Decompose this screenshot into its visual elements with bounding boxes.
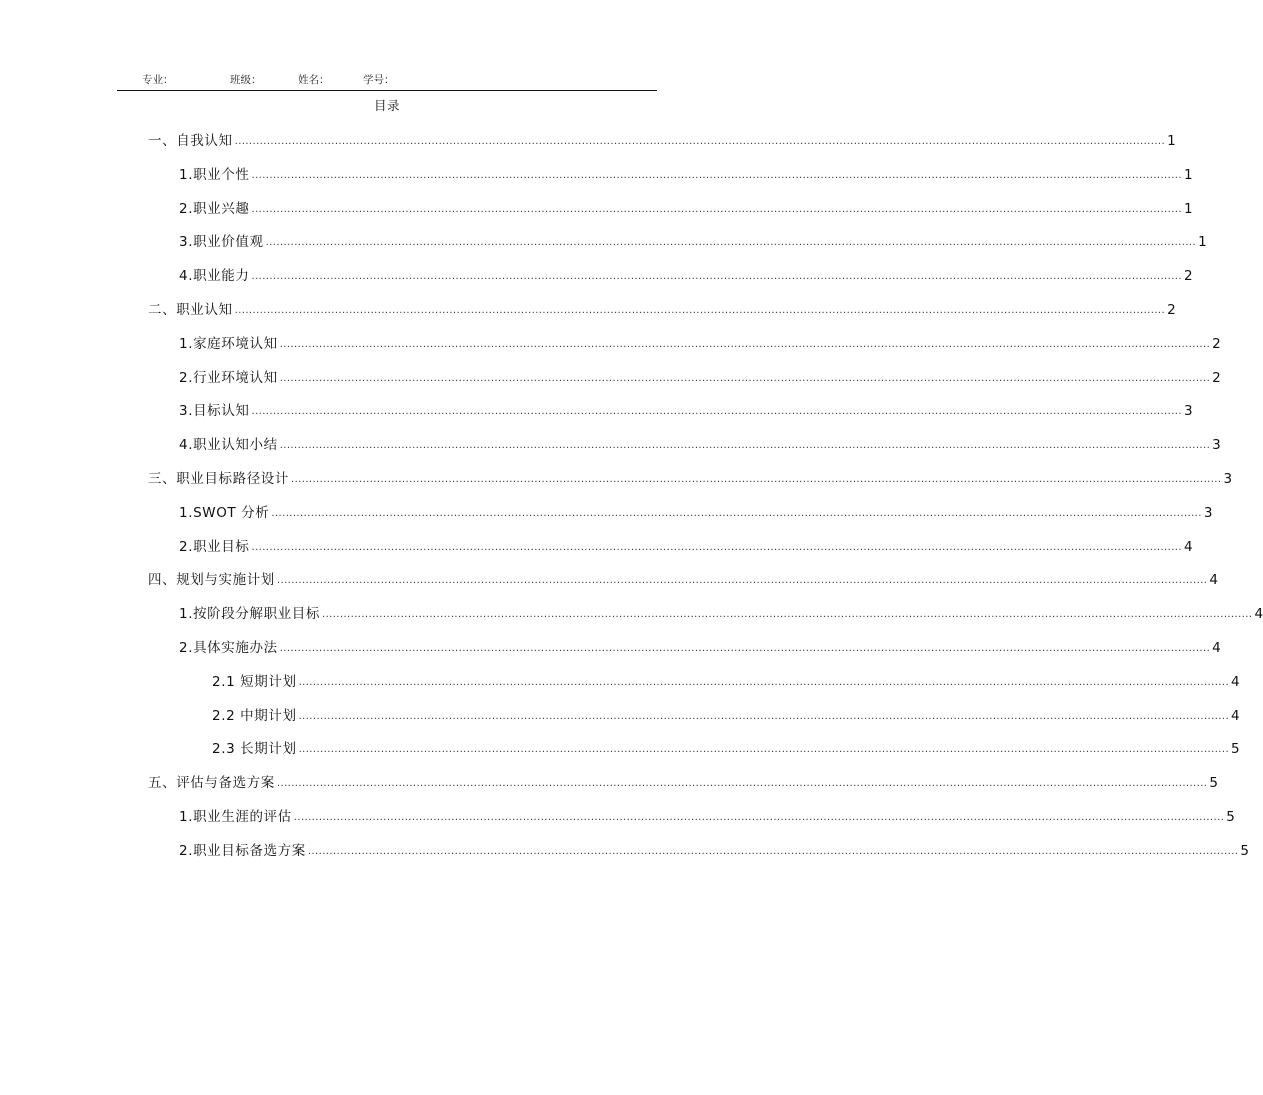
toc-entry[interactable] <box>179 628 1221 658</box>
toc-leader-dots: .................................................................................................................................................................................................................................................................... <box>321 609 1253 621</box>
toc-leader-dots: .................................................................................................................................................................................................................................................................... <box>251 406 1182 418</box>
toc-leader-dots: .................................................................................................................................................................................................................................................................... <box>279 338 1211 350</box>
toc-entry-page-number: 1 <box>1183 166 1193 183</box>
toc-title: 目录 <box>373 98 400 113</box>
toc-entry[interactable] <box>179 527 1193 557</box>
toc-entry[interactable] <box>179 189 1193 219</box>
toc-entry[interactable] <box>148 290 1176 320</box>
toc-leader-dots: .................................................................................................................................................................................................................................................................... <box>279 372 1211 384</box>
toc-entry-page-number: 5 <box>1226 809 1235 825</box>
toc-entry-page-number: 1 <box>1183 200 1193 217</box>
toc-entry-label: 3.职业价值观 <box>179 234 264 251</box>
toc-entry-label: 2.职业目标备选方案 <box>179 842 306 859</box>
toc-leader-dots: .................................................................................................................................................................................................................................................................... <box>234 305 1166 316</box>
header-student-id: 学号： <box>363 74 395 86</box>
toc-entry-label: 三、职业目标路径设计 <box>148 471 289 487</box>
toc-entry-page-number: 3 <box>1223 471 1233 487</box>
toc-entry-label: 1.家庭环境认知 <box>179 335 278 352</box>
toc-leader-dots: .................................................................................................................................................................................................................................................................... <box>251 203 1182 215</box>
toc-leader-dots: .................................................................................................................................................................................................................................................................... <box>276 778 1208 790</box>
toc-entry-page-number: 5 <box>1209 775 1218 792</box>
toc-entry-page-number: 3 <box>1212 437 1221 454</box>
toc-leader-dots: .................................................................................................................................................................................................................................................................... <box>251 541 1182 553</box>
toc-entry-label: 1.职业个性 <box>179 166 250 183</box>
toc-entry-label: 2.职业目标 <box>179 538 250 555</box>
toc-entry-page-number: 4 <box>1183 538 1193 555</box>
toc-entry-label: 五、评估与备选方案 <box>148 775 275 792</box>
toc-entry-page-number: 3 <box>1203 504 1213 521</box>
toc-entry-label: 4.职业认知小结 <box>179 437 278 454</box>
toc-entry-page-number: 5 <box>1231 741 1240 758</box>
toc-entry-page-number: 2 <box>1167 302 1176 318</box>
toc-entry-page-number: 3 <box>1183 403 1193 420</box>
toc-entry-label: 四、规划与实施计划 <box>148 572 275 589</box>
toc-entry[interactable] <box>148 560 1218 590</box>
toc-entry-label: 1.按阶段分解职业目标 <box>179 606 320 623</box>
toc-leader-dots: .................................................................................................................................................................................................................................................................... <box>298 710 1230 722</box>
toc-entry-page-number: 4 <box>1231 707 1240 724</box>
toc-entry-label: 1.SWOT 分析 <box>179 504 270 521</box>
toc-entry[interactable] <box>148 459 1233 489</box>
toc-entry[interactable] <box>179 358 1221 388</box>
toc-leader-dots: .................................................................................................................................................................................................................................................................... <box>293 812 1225 823</box>
toc-leader-dots: .................................................................................................................................................................................................................................................................... <box>279 643 1211 654</box>
toc-entry[interactable] <box>179 831 1249 861</box>
toc-entry-page-number: 4 <box>1231 673 1240 690</box>
toc-leader-dots: .................................................................................................................................................................................................................................................................... <box>279 440 1211 452</box>
toc-entry-label: 4.职业能力 <box>179 268 250 285</box>
toc-leader-dots: .................................................................................................................................................................................................................................................................... <box>298 744 1230 756</box>
toc-entry[interactable] <box>179 155 1193 185</box>
toc-entry-page-number: 5 <box>1240 842 1249 859</box>
toc-entry-page-number: 4 <box>1254 606 1263 623</box>
header-name: 姓名： <box>298 74 330 86</box>
toc-entry-page-number: 2 <box>1212 335 1221 352</box>
toc-entry[interactable] <box>179 425 1221 455</box>
toc-entry[interactable] <box>179 391 1193 421</box>
toc-entry[interactable] <box>179 324 1221 354</box>
toc-entry-label: 2.3 长期计划 <box>212 741 297 758</box>
toc-entry-page-number: 2 <box>1212 369 1221 386</box>
toc-leader-dots: .................................................................................................................................................................................................................................................................... <box>271 507 1202 519</box>
toc-entry[interactable] <box>179 222 1207 252</box>
toc-leader-dots: .................................................................................................................................................................................................................................................................... <box>251 271 1182 283</box>
toc-leader-dots: .................................................................................................................................................................................................................................................................... <box>298 676 1230 688</box>
toc-entry-label: 2.1 短期计划 <box>212 673 297 690</box>
toc-entry-page-number: 4 <box>1212 640 1221 656</box>
toc-leader-dots: .................................................................................................................................................................................................................................................................... <box>276 575 1208 587</box>
toc-entry-label: 2.行业环境认知 <box>179 369 278 386</box>
toc-entry[interactable] <box>179 256 1193 286</box>
header-rule <box>117 90 657 91</box>
toc-leader-dots: .................................................................................................................................................................................................................................................................... <box>251 169 1182 181</box>
toc-entry-page-number: 1 <box>1198 234 1207 251</box>
toc-entry-label: 2.具体实施办法 <box>179 640 278 656</box>
toc-entry-label: 2.职业兴趣 <box>179 200 250 217</box>
toc-entry[interactable] <box>212 696 1240 726</box>
toc-entry[interactable] <box>212 662 1240 692</box>
toc-leader-dots: .................................................................................................................................................................................................................................................................... <box>234 136 1166 147</box>
toc-entry-page-number: 4 <box>1209 572 1218 589</box>
toc-leader-dots: .................................................................................................................................................................................................................................................................... <box>291 474 1222 485</box>
header-major: 专业： <box>142 74 174 86</box>
toc-entry-page-number: 1 <box>1167 133 1176 149</box>
toc-entry-label: 3.目标认知 <box>179 403 250 420</box>
header-class: 班级： <box>230 74 262 86</box>
toc-entry-page-number: 2 <box>1183 268 1193 285</box>
toc-entry[interactable] <box>179 493 1213 523</box>
toc-entry-label: 1.职业生涯的评估 <box>179 809 292 825</box>
toc-entry[interactable] <box>148 763 1218 793</box>
toc-leader-dots: .................................................................................................................................................................................................................................................................... <box>307 845 1239 857</box>
toc-entry[interactable] <box>179 797 1235 827</box>
toc-entry[interactable] <box>148 121 1176 151</box>
toc-entry-label: 二、职业认知 <box>148 302 233 318</box>
toc-entry[interactable] <box>212 729 1240 759</box>
toc-leader-dots: .................................................................................................................................................................................................................................................................... <box>265 237 1197 249</box>
toc-entry-label: 一、自我认知 <box>148 133 233 149</box>
toc-entry-label: 2.2 中期计划 <box>212 707 297 724</box>
toc-entry[interactable] <box>179 594 1263 624</box>
